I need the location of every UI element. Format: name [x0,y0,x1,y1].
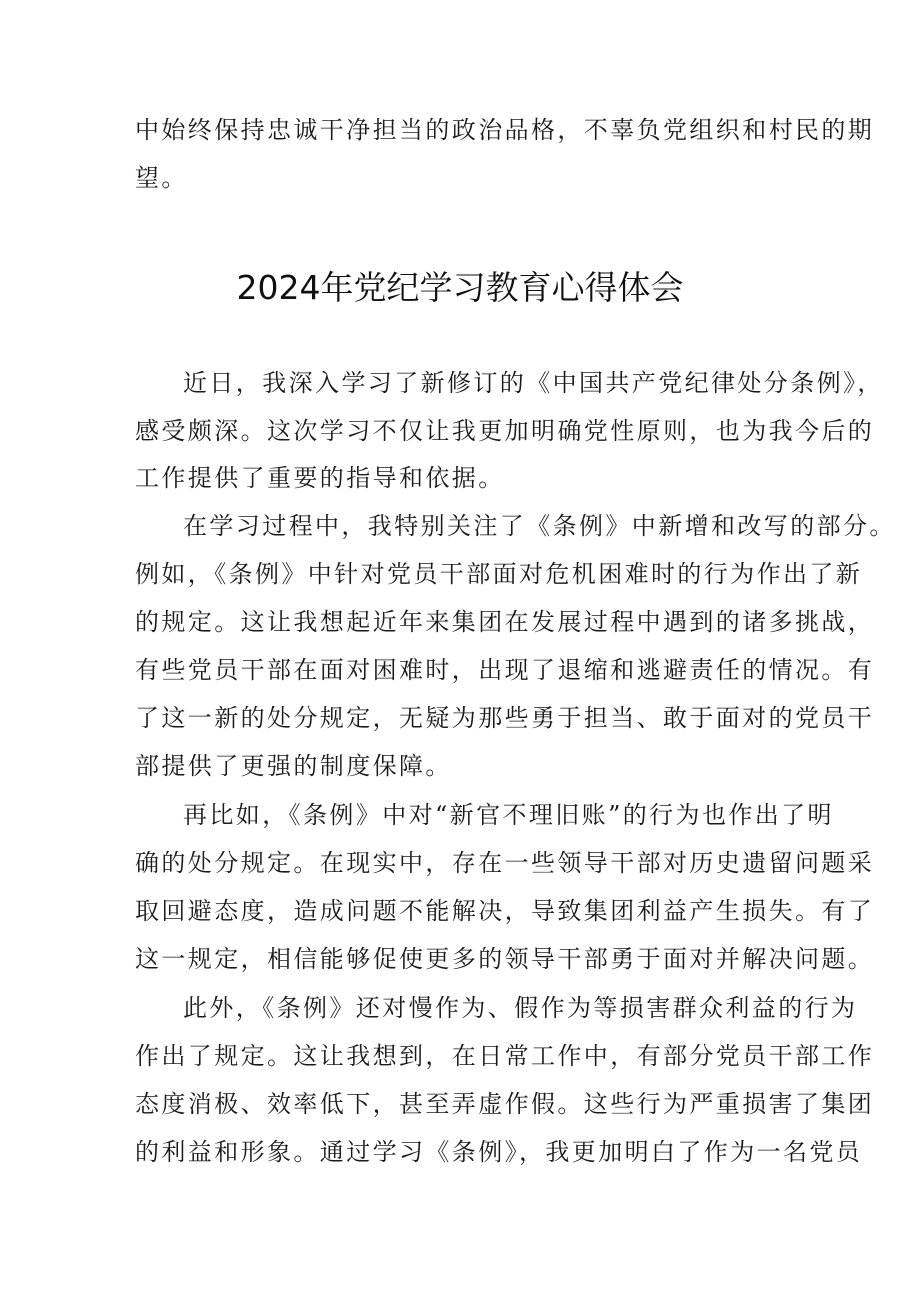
paragraph-line: 此外，《条例》还对慢作为、假作为等损害群众利益的行为 [183,994,858,1022]
paragraph-line: 这一规定，相信能够促使更多的领导干部勇于面对并解决问题。 [135,945,875,973]
paragraph-line: 态度消极、效率低下，甚至弄虚作假。这些行为严重损害了集团 [135,1090,875,1118]
paragraph-line: 取回避态度，造成问题不能解决，导致集团利益产生损失。有了 [135,897,875,925]
paragraph-line: 在学习过程中，我特别关注了《条例》中新增和改写的部分。 [183,512,896,540]
paragraph-line: 的规定。这让我想起近年来集团在发展过程中遇到的诸多挑战， [135,608,875,636]
paragraph-line: 的利益和形象。通过学习《条例》，我更加明白了作为一名党员 [135,1138,863,1166]
paragraph-line: 工作提供了重要的指导和依据。 [135,464,505,492]
paragraph-line: 有些党员干部在面对困难时，出现了退缩和逃避责任的情况。有 [135,656,875,684]
paragraph-line: 再比如，《条例》中对“新官不理旧账”的行为也作出了明 [183,801,834,829]
paragraph-line: 感受颇深。这次学习不仅让我更加明确党性原则，也为我今后的 [135,417,875,445]
continuation-line: 望。 [135,164,188,192]
paragraph-line: 例如，《条例》中针对党员干部面对危机困难时的行为作出了新 [135,560,863,588]
paragraph-line: 了这一新的处分规定，无疑为那些勇于担当、敢于面对的党员干 [135,704,875,732]
paragraph-line: 部提供了更强的制度保障。 [135,752,452,780]
article-title: 2024年党纪学习教育心得体会 [236,268,684,307]
paragraph-line: 确的处分规定。在现实中，存在一些领导干部对历史遗留问题采 [135,849,875,877]
continuation-line: 中始终保持忠诚干净担当的政治品格，不辜负党组织和村民的期 [135,116,875,144]
paragraph-line: 近日，我深入学习了新修订的《中国共产党纪律处分条例》， [183,369,884,397]
paragraph-line: 作出了规定。这让我想到，在日常工作中，有部分党员干部工作 [135,1042,875,1070]
